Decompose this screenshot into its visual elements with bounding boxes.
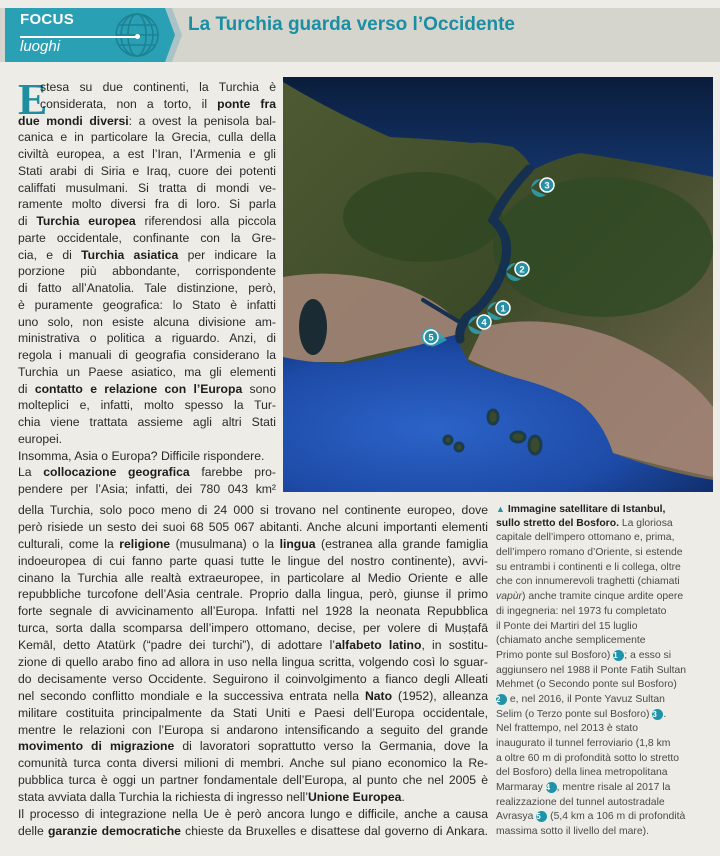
marker-number-badge: 3: [652, 709, 663, 720]
drop-cap: E: [18, 75, 48, 124]
bold-term: Unione Europea: [307, 790, 402, 805]
bold-term: movimento di migrazione: [18, 739, 175, 754]
bold-term: lingua: [279, 536, 316, 551]
text-line: zione di quello arabo fino ad allora in uso nella lingua scritta, volgendo così lo sguar-: [18, 655, 488, 670]
text-line: di Turchia europea riferendosi alla piccola: [18, 214, 276, 228]
text-line: pendere per l’Asia; infatti, dei 780 043 km²: [18, 482, 276, 496]
princes-island: [455, 443, 463, 451]
text-line: La collocazione geografica farebbe pro-: [18, 465, 276, 480]
text-line: [496, 502, 716, 517]
marker-number: 1: [500, 303, 506, 315]
bold-term: Turchia asiatica: [81, 247, 179, 262]
text-line: canica e in particolare la Grecia, culla della: [18, 130, 276, 145]
text-line: capitale dell’impero ottomano e, prima,: [496, 532, 675, 544]
text-line: dell’impero romano d’Oriente, si estende: [496, 547, 683, 559]
princes-island: [511, 432, 525, 442]
text-line: culturali, come la religione (musulmana) o la lingua (estranea alla grande famiglia: [18, 536, 489, 551]
text-line: movimento di migrazione di lavoratori soprattutto verso la Germania, dove la: [18, 739, 488, 754]
text-line: stata avviata dalla Turchia la richiesta di ingresso nell’Unione Europea.: [18, 790, 405, 805]
text-line: ramente molto diversi fra di loro. Si parla: [18, 197, 276, 212]
text-line: Stati arabi di Siria e Iraq, cuore dei potenti: [18, 163, 276, 178]
princes-island: [529, 436, 541, 454]
text-line: (chiamato anche semplicemente: [496, 635, 646, 647]
text-line: Selim (o Terzo ponte sul Bosforo) 3 .: [496, 708, 667, 720]
bold-term: ponte fra: [217, 96, 276, 111]
section-underline-dot: [135, 34, 140, 39]
italic-term: vapùr: [496, 591, 522, 603]
text-line: aggiunsero nel 1988 il Ponte Fatih Sultan: [496, 664, 687, 676]
text-line: due mondi diversi: a ovest la penisola bal-: [18, 113, 276, 128]
text-line: Marmaray 4 , mentre risale al 2017 la: [496, 782, 671, 794]
text-line: repubbliche turcofone dell’Asia centrale. Proprio dalla lingua, però, giunse il primo: [18, 587, 488, 602]
subsection-label: luoghi: [20, 38, 61, 55]
text-line: parte occidentale, confinante con la Gre-: [18, 230, 276, 245]
text-line: uno solo, non esiste alcuna divisione am-: [18, 314, 276, 329]
bold-term: religione: [119, 536, 171, 551]
text-line: forte segnale di avvicinamento all’Europa. Infatti nel 1928 la neonata Repubblica: [18, 604, 488, 619]
princes-island: [488, 410, 498, 424]
text-line: europei.: [18, 431, 63, 446]
text-line: civiltà europea, a est l’Iran, l’Armenia e gli: [18, 147, 276, 161]
princes-island: [444, 436, 452, 444]
bold-term: alfabeto latino: [335, 638, 422, 653]
text-line: chia viene trattata assieme agli altri Stati: [18, 415, 276, 429]
bold-term: Turchia europea: [36, 214, 136, 228]
text-line: Mehmet (o Secondo ponte sul Bosforo): [496, 679, 677, 691]
section-label: FOCUS: [20, 11, 74, 28]
text-line: cia, e di Turchia asiatica per indicare la: [18, 247, 276, 262]
text-line: sullo stretto del Bosforo. La gloriosa: [496, 517, 673, 529]
text-line: di contatto e relazione con l’Europa sono: [18, 381, 276, 396]
text-line: Primo ponte sul Bosforo) 1 ; a esso si: [496, 649, 672, 661]
bold-term: garanzie democratiche: [47, 823, 181, 838]
text-line: considerata, non a torto, il ponte fra: [40, 96, 276, 111]
text-line: di fatto all’Anatolia. Tale distinzione, però,: [18, 281, 276, 295]
article-left-column: [18, 75, 276, 498]
text-line: nel secondo conflitto mondiale e la successiva entrata nella Nato (1952), alleanza: [18, 688, 488, 703]
text-line: 2 e, nel 2016, il Ponte Yavuz Sultan: [496, 693, 665, 705]
asian-forest: [493, 177, 713, 317]
marker-number-badge: 1: [613, 650, 624, 661]
text-line: Turchia un Paese asiatico, ma gli elementi: [18, 364, 276, 379]
marker-number-badge: 5: [536, 811, 547, 822]
bold-term: due mondi diversi: [18, 113, 129, 128]
bold-term: collocazione geografica: [43, 465, 190, 480]
text-line: Nel frattempo, nel 2013 è stato: [496, 723, 639, 735]
page-title: La Turchia guarda verso l’Occidente: [188, 14, 515, 35]
european-forest: [343, 172, 503, 262]
text-line: cinano la Turchia alle realtà extraeuropee, in particolare al Medio Oriente e alle: [18, 570, 488, 585]
text-line: regola i manuali di geografia considerano la: [18, 348, 276, 362]
satellite-image-istanbul: [283, 77, 713, 492]
text-line: indoeuropea di cui fanno parte quasi tutte le lingue del nostro continente), avvi-: [18, 553, 488, 568]
text-line: delle garanzie democratiche chieste da Bruxelles e disattese dal governo di Ankara.: [18, 823, 488, 838]
text-line: del Bosforo) della linea metropolitana: [496, 767, 668, 779]
text-line: califfati musulmani. Si tratta di mondi ve-: [18, 180, 276, 195]
marker-number-badge: 4: [546, 782, 557, 793]
lake: [299, 299, 327, 355]
marker-number-badge: 2: [496, 694, 507, 705]
text-line: massima sotto il livello del mare).: [496, 826, 650, 838]
text-line: che con innumerevoli traghetti (chiamati: [496, 576, 680, 588]
text-line: pubblica turca è oggi un partner fondamentale dell’Europa, al punto che nel 2005 è: [18, 773, 488, 788]
bold-term: contatto e relazione con l’Europa: [34, 381, 243, 396]
text-line: stesa su due continenti, la Turchia è: [40, 80, 276, 94]
text-line: inaugurato il tunnel ferroviario (1,8 km: [496, 738, 671, 749]
bold-term: Nato: [364, 688, 393, 703]
text-line: vapùr) anche tramite cinque ardite opere: [496, 591, 684, 603]
text-line: è puramente geografica: lo Stato è infatti: [18, 297, 276, 312]
text-line: della Turchia, solo poco meno di 24 000 si trovano nel continente europeo, dove: [18, 503, 488, 517]
text-line: porzione più abbondante, corrispondente: [18, 264, 276, 279]
text-line: do decisamente verso Occidente. Seguirono il coinvolgimento a fianco degli Alleati: [18, 671, 488, 686]
text-line: Avrasya 5 (5,4 km a 106 m di profondità: [496, 811, 686, 823]
text-line: però risiede un sesto dei suoi 68 505 067 abitanti. Anche alcuni importanti elementi: [18, 519, 488, 534]
marker-number: 5: [428, 332, 434, 344]
text-line: di ingegneria: nel 1973 fu completato: [496, 605, 667, 617]
image-caption: [496, 502, 716, 840]
text-line: Insomma, Asia o Europa? Difficile rispondere.: [18, 448, 265, 463]
text-line: militare costituita principalmente da Stati Uniti e Paesi dell’Europa occidentale,: [18, 705, 488, 720]
triangle-up-icon: ▲: [496, 504, 505, 514]
article-wide-column: [18, 502, 488, 840]
marker-number: 2: [519, 264, 525, 276]
text-line: Kemāl, detto Atatürk (“padre dei turchi”), di adottare l’alfabeto latino, in sostitu-: [18, 638, 488, 653]
bold-term: Immagine satellitare di Istanbul,: [507, 504, 666, 515]
text-line: realizzazione del tunnel autostradale: [496, 796, 665, 808]
text-line: molteplici e, infatti, molto spesso la Tur-: [18, 398, 276, 413]
text-line: a oltre 60 m di profondità sotto lo stretto: [496, 752, 680, 764]
text-line: Il processo di integrazione nella Ue è però ancora lungo e difficile, anche a causa: [18, 807, 488, 822]
bold-term: sullo stretto del Bosforo.: [496, 517, 619, 529]
text-line: su entrambi i continenti e li collega, oltre: [496, 561, 681, 573]
text-line: mentre le relazioni con l’Europa si andarono intensificando a seguito del grande: [18, 722, 488, 737]
text-line: ministrativa o politica a riguardo. Anzi, di: [18, 331, 276, 346]
marker-number: 3: [544, 180, 550, 192]
text-line: il Ponte dei Martiri del 15 luglio: [496, 620, 638, 632]
text-line: comunità turca conta diversi milioni di membri. Anche sul piano economico la Re-: [18, 756, 488, 771]
text-line: turca, sorta dalla scomparsa dell’impero ottomano, decise, per volere di Muṣṭafā: [18, 621, 488, 636]
marker-number: 4: [481, 317, 487, 329]
